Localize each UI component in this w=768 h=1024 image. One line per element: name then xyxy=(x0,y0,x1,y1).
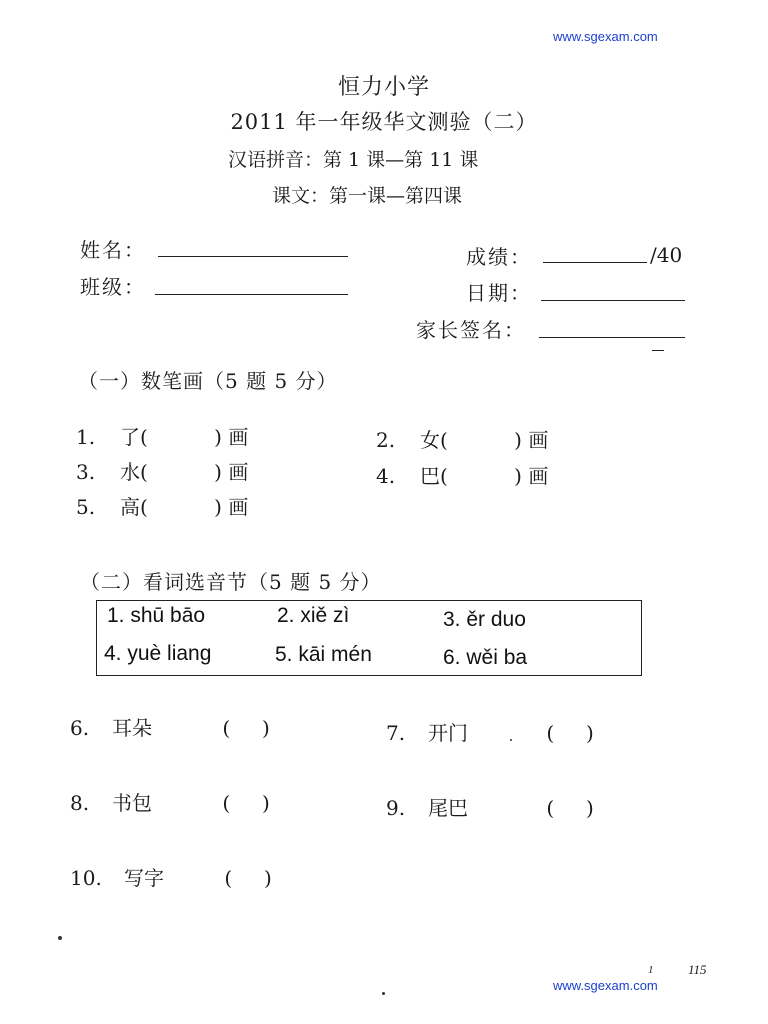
answer-paren[interactable]: ( ) xyxy=(546,721,594,745)
scan-speck xyxy=(382,992,385,995)
question-number: 9. xyxy=(386,796,406,820)
pinyin-options-box xyxy=(96,600,642,676)
question-char: 巴 xyxy=(420,464,440,488)
sgexam-link-bottom[interactable]: www.sgexam.com xyxy=(553,978,658,993)
stroke-question-4: 4. 巴( ) 画 xyxy=(376,464,549,488)
name-field[interactable] xyxy=(158,256,348,257)
name-label: 姓名： xyxy=(80,238,146,262)
unit-label: 画 xyxy=(228,425,249,449)
question-number: 8. xyxy=(70,791,90,815)
answer-paren[interactable]: ( ) xyxy=(222,791,270,815)
pinyin-question-8 xyxy=(70,787,270,816)
answer-paren[interactable]: ( ) xyxy=(224,866,272,890)
scope-pinyin: 汉语拼音：第 1 课—第 11 课 xyxy=(228,149,479,171)
answer-paren[interactable]: ( ) xyxy=(222,716,270,740)
parent-sign-label: 家长签名： xyxy=(416,318,526,342)
question-word: 耳朵 xyxy=(112,716,152,740)
question-number: 5. xyxy=(76,495,96,519)
pinyin-question-7 xyxy=(386,717,594,746)
unit-label: 画 xyxy=(528,428,549,452)
school-name: 恒力小学 xyxy=(337,75,430,100)
question-word: 书包 xyxy=(112,791,152,815)
question-number: 2. xyxy=(376,428,396,452)
page-number: 115 xyxy=(688,962,707,977)
unit-label: 画 xyxy=(528,464,549,488)
sgexam-link-top[interactable]: www.sgexam.com xyxy=(553,29,658,44)
class-field[interactable] xyxy=(155,294,348,295)
pinyin-option-2: 2. xiě zì xyxy=(277,604,350,627)
unit-label: 画 xyxy=(228,495,249,519)
scan-speck xyxy=(58,936,62,940)
score-label: 成绩： xyxy=(466,245,532,269)
question-char: 水 xyxy=(120,460,140,484)
question-number: 10. xyxy=(70,866,102,890)
stroke-question-5: 5. 高( ) 画 xyxy=(76,495,249,519)
section2-heading: （二）看词选音节（5 题 5 分） xyxy=(80,570,382,594)
question-number: 6. xyxy=(70,716,90,740)
class-label: 班级： xyxy=(80,275,146,299)
scope-text: 课文：第一课—第四课 xyxy=(272,185,463,207)
pinyin-option-5: 5. kāi mén xyxy=(275,643,372,666)
pinyin-option-4: 4. yuè liang xyxy=(104,642,212,665)
question-number: 4. xyxy=(376,464,396,488)
pinyin-question-6 xyxy=(70,712,270,741)
score-field[interactable] xyxy=(543,262,647,263)
question-char: 了 xyxy=(120,425,140,449)
question-number: 3. xyxy=(76,460,96,484)
stroke-question-1: 1. 了( ) 画 xyxy=(76,425,249,449)
page-mark: 1 xyxy=(648,964,654,976)
unit-label: 画 xyxy=(228,460,249,484)
question-char: 女 xyxy=(420,428,440,452)
question-word: 尾巴 xyxy=(428,796,468,820)
pinyin-option-6: 6. wěi ba xyxy=(443,646,528,669)
stroke-question-2: 2. 女( ) 画 xyxy=(376,428,549,452)
scan-mark xyxy=(652,350,664,351)
pinyin-option-1: 1. shū bāo xyxy=(107,604,206,627)
question-number: 1. xyxy=(76,425,96,449)
answer-paren[interactable]: ( ) xyxy=(546,796,594,820)
date-field[interactable] xyxy=(541,300,685,301)
question-word: 写字 xyxy=(124,866,164,890)
pinyin-question-10 xyxy=(70,862,272,891)
pinyin-question-9 xyxy=(386,792,594,821)
score-total: /40 xyxy=(650,243,683,267)
scan-speck xyxy=(510,739,512,741)
question-word: 开门 xyxy=(428,721,468,745)
exam-title: 2011 年一年级华文测验（二） xyxy=(230,110,538,134)
stroke-question-3: 3. 水( ) 画 xyxy=(76,460,249,484)
parent-sign-field[interactable] xyxy=(539,337,685,338)
date-label: 日期： xyxy=(466,281,532,305)
question-char: 高 xyxy=(120,495,140,519)
question-number: 7. xyxy=(386,721,406,745)
pinyin-option-3: 3. ěr duo xyxy=(443,608,526,631)
section1-heading: （一）数笔画（5 题 5 分） xyxy=(78,369,338,393)
